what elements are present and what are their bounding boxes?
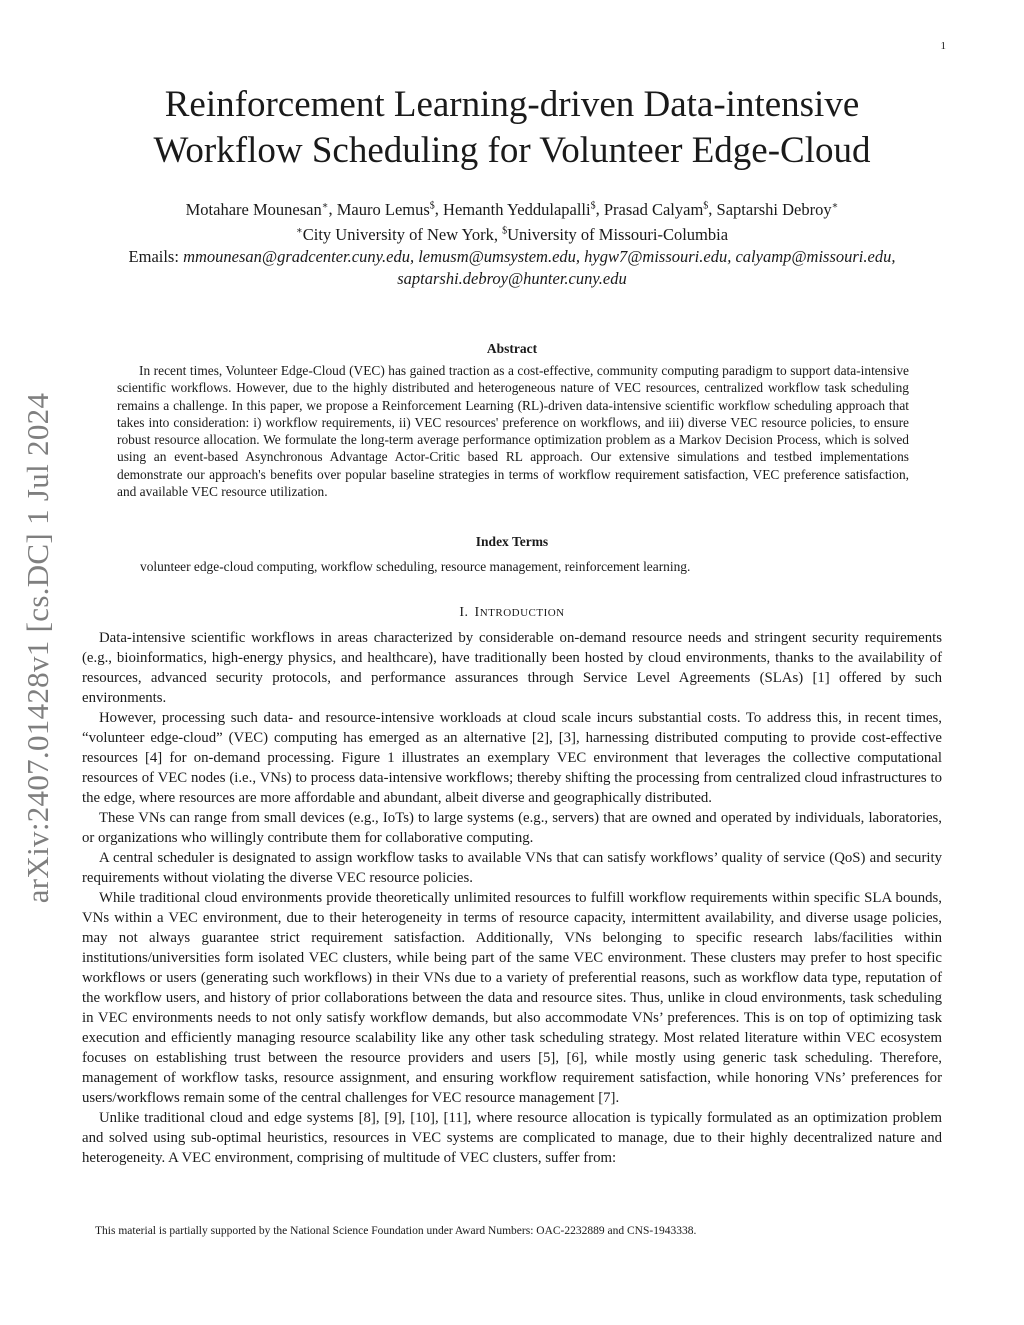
section-title-initial: I [474,605,480,620]
author: Motahare Mounesan∗ [185,199,329,219]
author: Saptarshi Debroy∗ [716,199,839,219]
arxiv-identifier-stamp: arXiv:2407.01428v1 [cs.DC] 1 Jul 2024 [20,392,55,904]
affiliation: $University of Missouri-Columbia [502,225,729,244]
paragraph: Unlike traditional cloud and edge systems [8], [9], [10], [11], where resource allocation is typically formulated as an optimization problem and solved using sub-optimal heuristics, resources in VEC systems are complicated to manage, due to their highly decentralized nature and heterogeneity. A VEC environment, comprising of multitude of VEC clusters, suffer from: [82,1110,942,1166]
paragraph: While traditional cloud environments provide theoretically unlimited resources to fulfill workflow requirements within specific SLA bounds, VNs within a VEC environment, due to their heterogeneity in terms of resource capacity, intermittent availability, and diverse usage policies, may not always guarantee strict requirement satisfaction. Additionally, VNs belonging to specific research labs/facilities within institutions/universities form isolated VEC clusters, while being part of the same VEC environment. These clusters may prefer to host specific workflows or users (generating such workflows) in their VNs due to a variety of preferential reasons, such as workflow data type, reputation of the workflow users, and history of prior collaborations between the data and resource sites. Thus, unlike in cloud environments, task scheduling in VEC environments needs to not only satisfy workflow demands, but also accommodate VNs’ preferences. This is on top of optimizing task execution and efficiently managing resource scalability like any other task scheduling strategy. Most related literature within VEC ecosystem focuses on establishing trust between the resource providers and users [5], [6], while mostly using generic task scheduling. Therefore, management of workflow tasks, resource assignment, and ensuring workflow requirement satisfaction, while honoring VNs’ preferences for users/workflows remain some of the central challenges for VEC resource management [7]. [82,890,942,1106]
paragraph: A central scheduler is designated to assign workflow tasks to available VNs that can satisfy workflows’ quality of service (QoS) and security requirements without violating the diverse VEC resource policies. [82,850,942,886]
author: Hemanth Yeddulapalli$ [443,199,596,219]
section-heading-introduction [0,605,1024,621]
funding-footnote: This material is partially supported by the National Science Foundation under Award Numbers: OAC-2232889 and CNS-1943338. [95,1225,697,1237]
author: Mauro Lemus$ [336,199,435,219]
paragraph: However, processing such data- and resource-intensive workloads at cloud scale incurs substantial costs. To address this, in recent times, “volunteer edge-cloud” (VEC) computing has emerged as an alternative [2], [3], harnessing distributed computing to provide cost-effective resources [4] for on-demand processing. Figure 1 illustrates an exemplary VEC environment that leverages the collective computational resources of VEC nodes (i.e., VNs) to process data-intensive workflows; thereby shifting the processing from centralized cloud infrastructures to the edge, where resources are more affordable and abundant, albeit diverse and geographically distributed. [82,710,942,806]
author-block [70,195,954,290]
paper-title [90,82,934,174]
emails-label: Emails: [128,247,179,266]
title-line: Workflow Scheduling for Volunteer Edge-Cloud [153,130,871,171]
section-number: I. [459,605,469,620]
index-terms-heading: Index Terms [475,534,549,549]
index-terms-text: volunteer edge-cloud computing, workflow scheduling, resource management, reinforcement learning. [140,559,691,574]
introduction-body [82,628,942,1168]
abstract-text: In recent times, Volunteer Edge-Cloud (VEC) has gained traction as a cost-effective, community computing paradigm to support data-intensive scientific workflows. However, due to the highly distributed and heterogeneous nature of VEC resources, centralized workflow task scheduling remains a challenge. In this paper, we propose a Reinforcement Learning (RL)-driven data-intensive scientific workflow scheduling approach that takes into consideration: i) workflow requirements, ii) VEC resources' preference on workflows, and iii) diverse VEC resource policies, to ensure robust resource allocation. We formulate the long-term average performance optimization problem as a Markov Decision Process, which is solved using an event-based Asynchronous Advantage Actor-Critic based RL approach. Our extensive simulations and testbed implementations demonstrate our approach's benefits over popular baseline strategies in terms of workflow requirement satisfaction, VEC preference satisfaction, and available VEC resource utilization. [117,363,909,500]
page-number: 1 [940,40,946,52]
section-title-rest: NTRODUCTION [479,607,565,619]
affiliation-list: ∗City University of New York, $University of Missouri-Columbia [295,225,729,244]
paragraph: These VNs can range from small devices (e.g., IoTs) to large systems (e.g., servers) that are owned and operated by individuals, laboratories, or organizations who willingly contribute them for collaborative computing. [82,810,942,846]
email-addresses: mmounesan@gradcenter.cuny.edu, lemusm@umsystem.edu, hygw7@missouri.edu, calyamp@missouri.edu, [183,247,896,266]
author-list: Motahare Mounesan∗, Mauro Lemus$, Hemanth Yeddulapalli$, Prasad Calyam$, Saptarshi Debroy∗ [185,199,839,219]
email-line-continued: saptarshi.debroy@hunter.cuny.edu [397,269,627,288]
abstract-heading: Abstract [486,341,538,356]
author: Prasad Calyam$ [603,199,709,219]
email-line [70,246,954,268]
title-line: Reinforcement Learning-driven Data-intensive [164,84,860,125]
affiliation: ∗City University of New York [295,225,494,244]
paragraph: Data-intensive scientific workflows in areas characterized by considerable on-demand resource needs and stringent security requirements (e.g., bioinformatics, high-energy physics, and healthcare), have traditionally been hosted by cloud environments, thanks to the availability of resources, advanced security protocols, and performance assurances through Service Level Agreements (SLAs) [1] offered by such environments. [82,630,942,706]
